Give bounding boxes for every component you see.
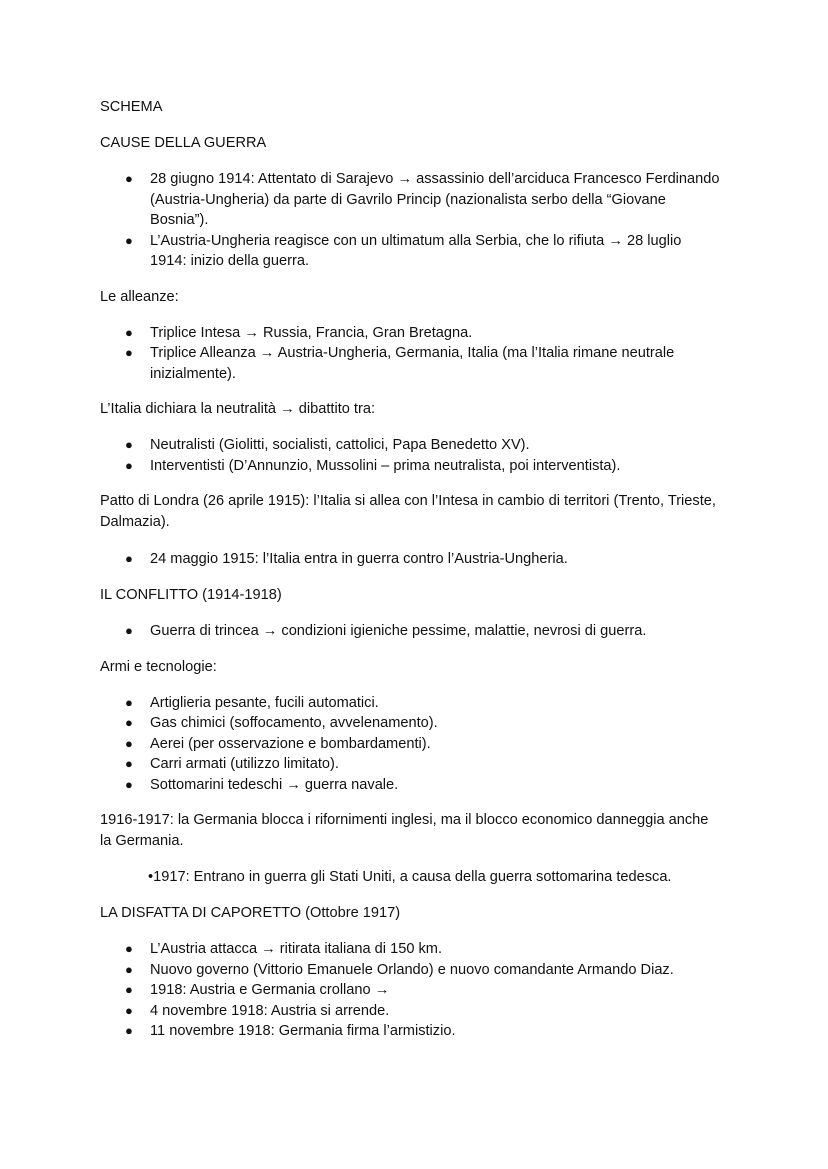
list-item: ● Sottomarini tedeschi → guerra navale. (100, 775, 720, 796)
conflitto-list (100, 621, 720, 642)
bullet-icon: ● (125, 1002, 133, 1018)
stati-uniti-line: •1917: Entrano in guerra gli Stati Uniti, a causa della guerra sottomarina tedesca. (148, 869, 672, 885)
caporetto-heading: LA DISFATTA DI CAPORETTO (Ottobre 1917) (100, 905, 401, 921)
bullet-icon: ● (125, 232, 133, 248)
patto-list (100, 549, 720, 570)
armi-list (100, 693, 720, 796)
blocco-paragraph: 1916-1917: la Germania blocca i rifornimenti inglesi, ma il blocco economico danneggia anche la Germania. (100, 812, 709, 849)
list-item: ● Guerra di trincea → condizioni igieniche pessime, malattie, nevrosi di guerra. (100, 621, 720, 642)
bullet-icon: ● (125, 961, 133, 977)
bullet-icon: ● (125, 735, 133, 751)
armi-label: Armi e tecnologie: (100, 658, 217, 675)
neutralita-label: L’Italia dichiara la neutralità → dibattito tra: (100, 401, 376, 417)
alleanze-label: Le alleanze: (100, 288, 179, 305)
list-item: ● 4 novembre 1918: Austria si arrende. (100, 1001, 720, 1022)
list-item: ● L’Austria-Ungheria reagisce con un ultimatum alla Serbia, che lo rifiuta → 28 luglio 1914: inizio della guerra. (125, 232, 682, 269)
list-item: ● Interventisti (D’Annunzio, Mussolini – prima neutralista, poi interventista). (100, 456, 720, 477)
bullet-icon: ● (125, 941, 133, 956)
bullet-icon: ● (125, 694, 133, 710)
list-item: ● L’Austria attacca → ritirata italiana di 150 km. (100, 939, 720, 960)
bullet-icon: ● (125, 982, 133, 997)
list-item: ● 11 novembre 1918: Germania firma l’armistizio. (100, 1021, 720, 1042)
bullet-icon: ● (125, 324, 133, 340)
list-item: ● Neutralisti (Giolitti, socialisti, cattolici, Papa Benedetto XV). (100, 435, 720, 456)
bullet-icon: ● (125, 776, 133, 792)
list-item: ● Aerei (per osservazione e bombardamenti). (100, 734, 720, 755)
list-item: ● Triplice Intesa → Russia, Francia, Gran Bretagna. (100, 323, 720, 344)
list-item: ● Artiglieria pesante, fucili automatici. (100, 693, 720, 714)
conflitto-heading: IL CONFLITTO (1914-1918) (100, 586, 282, 603)
bullet-icon: ● (125, 715, 133, 730)
list-item: ● Nuovo governo (Vittorio Emanuele Orlando) e nuovo comandante Armando Diaz. (100, 960, 720, 981)
cause-heading: CAUSE DELLA GUERRA (100, 135, 267, 151)
list-item: ● 24 maggio 1915: l’Italia entra in guerra contro l’Austria-Ungheria. (100, 549, 720, 570)
list-item: ● Triplice Alleanza → Austria-Ungheria, Germania, Italia (ma l’Italia rimane neutrale inizialmente). (125, 345, 675, 382)
list-item: ● 1918: Austria e Germania crollano → (100, 980, 720, 1001)
bullet-icon: ● (125, 1023, 133, 1038)
bullet-icon: ● (125, 756, 133, 771)
list-item: ● 28 giugno 1914: Attentato di Sarajevo → assassinio dell’arciduca Francesco Ferdinando (Austria-Ungheria) da parte di Gavrilo Princip (nazionalista serbo della “Giovane Bosnia”). (125, 171, 720, 228)
alleanze-list (100, 323, 720, 385)
document-page (100, 97, 720, 1042)
document-title: SCHEMA (100, 99, 163, 115)
neutralita-list (100, 435, 720, 476)
bullet-icon: ● (125, 550, 133, 566)
bullet-icon: ● (125, 345, 133, 360)
cause-list (100, 169, 720, 272)
bullet-icon: ● (125, 622, 133, 638)
caporetto-list (100, 939, 720, 1042)
list-item: ● Carri armati (utilizzo limitato). (100, 754, 720, 775)
list-item: ● Gas chimici (soffocamento, avvelenamento). (100, 713, 720, 734)
bullet-icon: ● (125, 171, 133, 186)
bullet-icon: ● (125, 437, 133, 452)
bullet-icon: ● (125, 457, 133, 473)
patto-paragraph: Patto di Londra (26 aprile 1915): l’Italia si allea con l’Intesa in cambio di territori (Trento, Trieste, Dalmazia). (100, 493, 716, 530)
